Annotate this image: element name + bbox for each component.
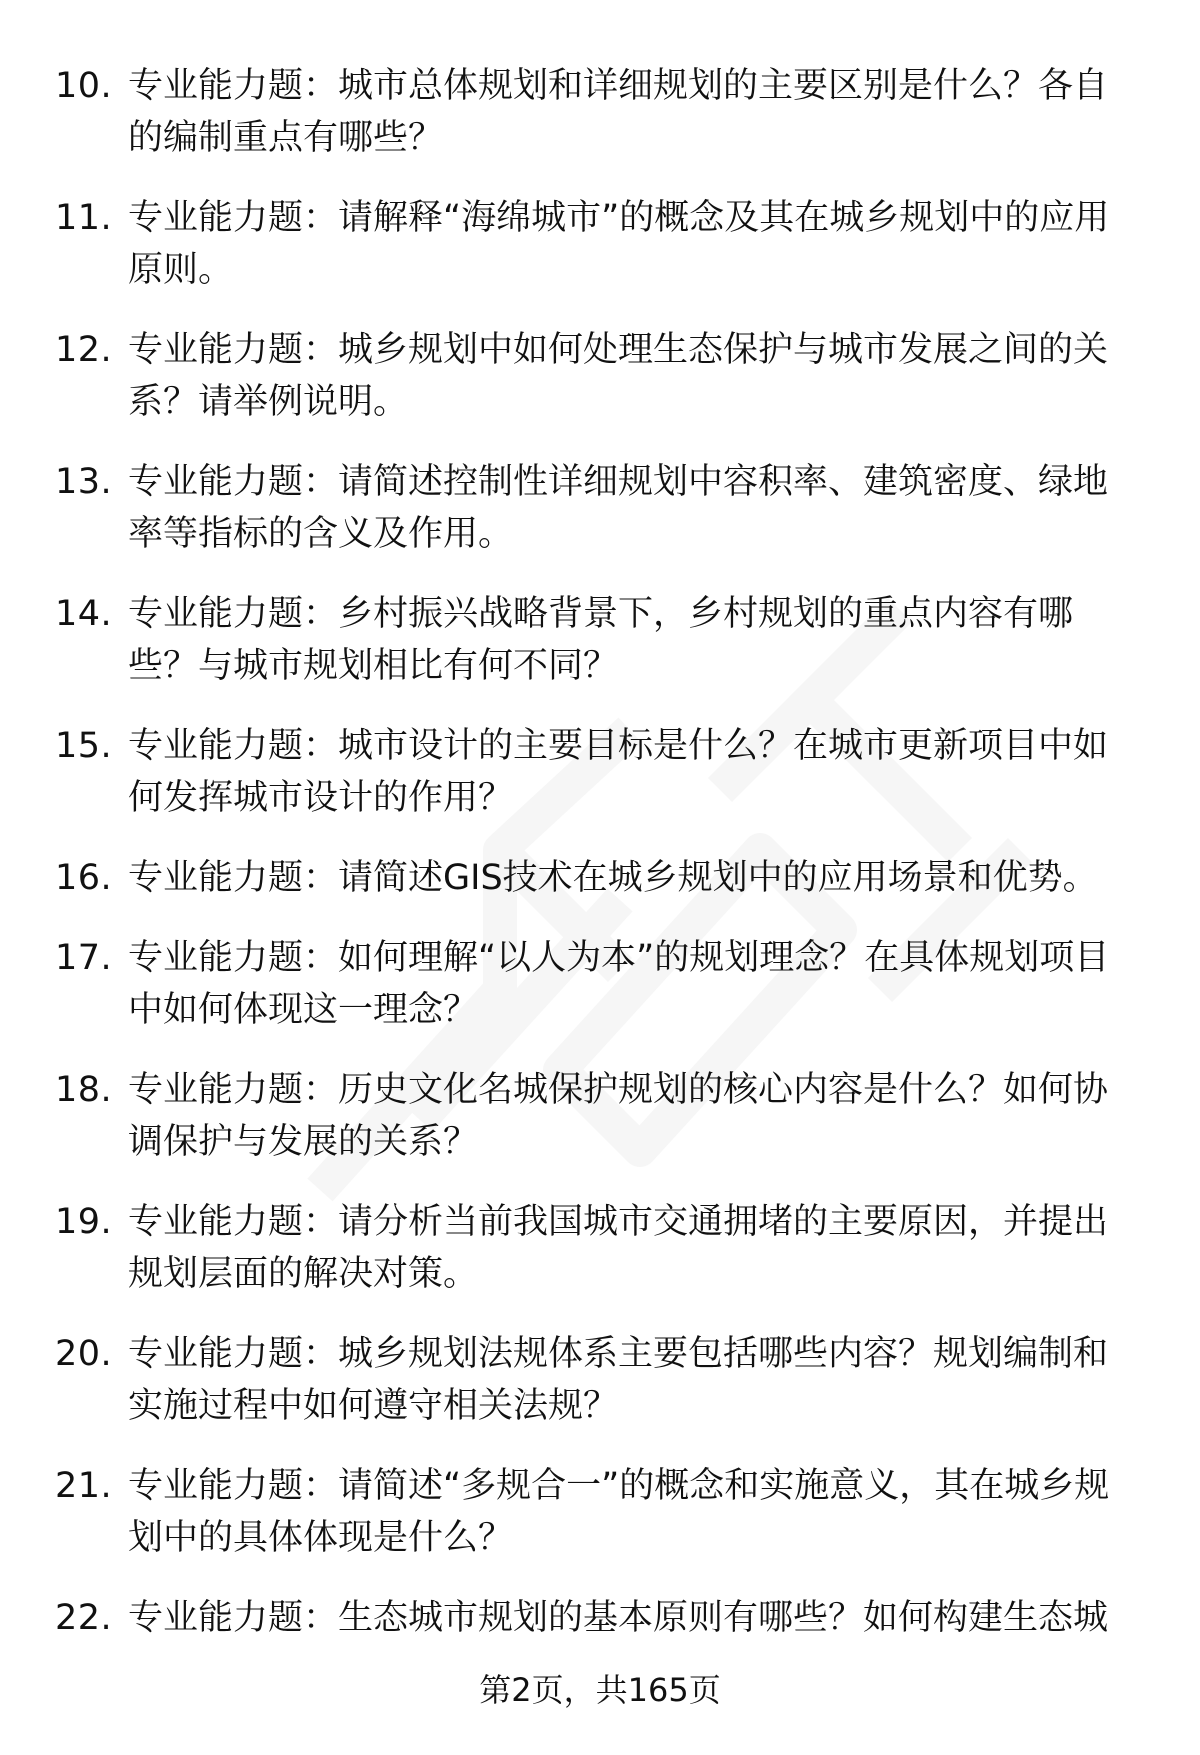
question-number: 17.	[55, 938, 113, 978]
question-number: 10.	[55, 66, 113, 106]
page-indicator: 第2页，共165页	[479, 1671, 721, 1709]
question-item	[0, 456, 1200, 588]
question-item	[0, 1460, 1200, 1592]
question-text: 专业能力题：城乡规划中如何处理生态保护与城市发展之间的关系？请举例说明。	[128, 330, 1109, 422]
question-text: 专业能力题：城乡规划法规体系主要包括哪些内容？规划编制和实施过程中如何遵守相关法规？	[128, 1334, 1109, 1426]
question-item	[0, 192, 1200, 324]
question-text: 专业能力题：请简述“多规合一”的概念和实施意义，其在城乡规划中的具体体现是什么？	[128, 1466, 1110, 1558]
question-number: 15.	[55, 726, 113, 766]
question-number: 21.	[55, 1466, 113, 1506]
question-text: 专业能力题：城市设计的主要目标是什么？在城市更新项目中如何发挥城市设计的作用？	[128, 726, 1109, 818]
question-number: 18.	[55, 1070, 113, 1110]
question-text: 专业能力题：历史文化名城保护规划的核心内容是什么？如何协调保护与发展的关系？	[128, 1070, 1109, 1162]
question-list	[0, 60, 1200, 1652]
question-text: 专业能力题：如何理解“以人为本”的规划理念？在具体规划项目中如何体现这一理念？	[128, 938, 1110, 1030]
question-text: 专业能力题：请简述控制性详细规划中容积率、建筑密度、绿地率等指标的含义及作用。	[128, 462, 1109, 554]
question-item	[0, 588, 1200, 720]
question-item	[0, 324, 1200, 456]
question-number: 19.	[55, 1202, 113, 1242]
question-text: 专业能力题：乡村振兴战略背景下，乡村规划的重点内容有哪些？与城市规划相比有何不同？	[128, 594, 1074, 686]
question-item	[0, 720, 1200, 852]
question-item	[0, 1064, 1200, 1196]
question-number: 22.	[55, 1598, 113, 1638]
question-text: 专业能力题：请简述GIS技术在城乡规划中的应用场景和优势。	[128, 858, 1098, 898]
question-text: 专业能力题：请分析当前我国城市交通拥堵的主要原因，并提出规划层面的解决对策。	[128, 1202, 1109, 1294]
question-item	[0, 1328, 1200, 1460]
question-item	[0, 60, 1200, 192]
question-item	[0, 1196, 1200, 1328]
question-number: 12.	[55, 330, 113, 370]
question-text: 专业能力题：城市总体规划和详细规划的主要区别是什么？各自的编制重点有哪些？	[128, 66, 1109, 158]
question-number: 11.	[55, 198, 113, 238]
question-number: 13.	[55, 462, 113, 502]
question-number: 14.	[55, 594, 113, 634]
question-text: 专业能力题：请解释“海绵城市”的概念及其在城乡规划中的应用原则。	[128, 198, 1110, 290]
question-item	[0, 852, 1200, 932]
question-item	[0, 1592, 1200, 1652]
question-number: 16.	[55, 858, 113, 898]
question-item	[0, 932, 1200, 1064]
question-number: 20.	[55, 1334, 113, 1374]
question-text: 专业能力题：生态城市规划的基本原则有哪些？如何构建生态城	[128, 1598, 1109, 1638]
